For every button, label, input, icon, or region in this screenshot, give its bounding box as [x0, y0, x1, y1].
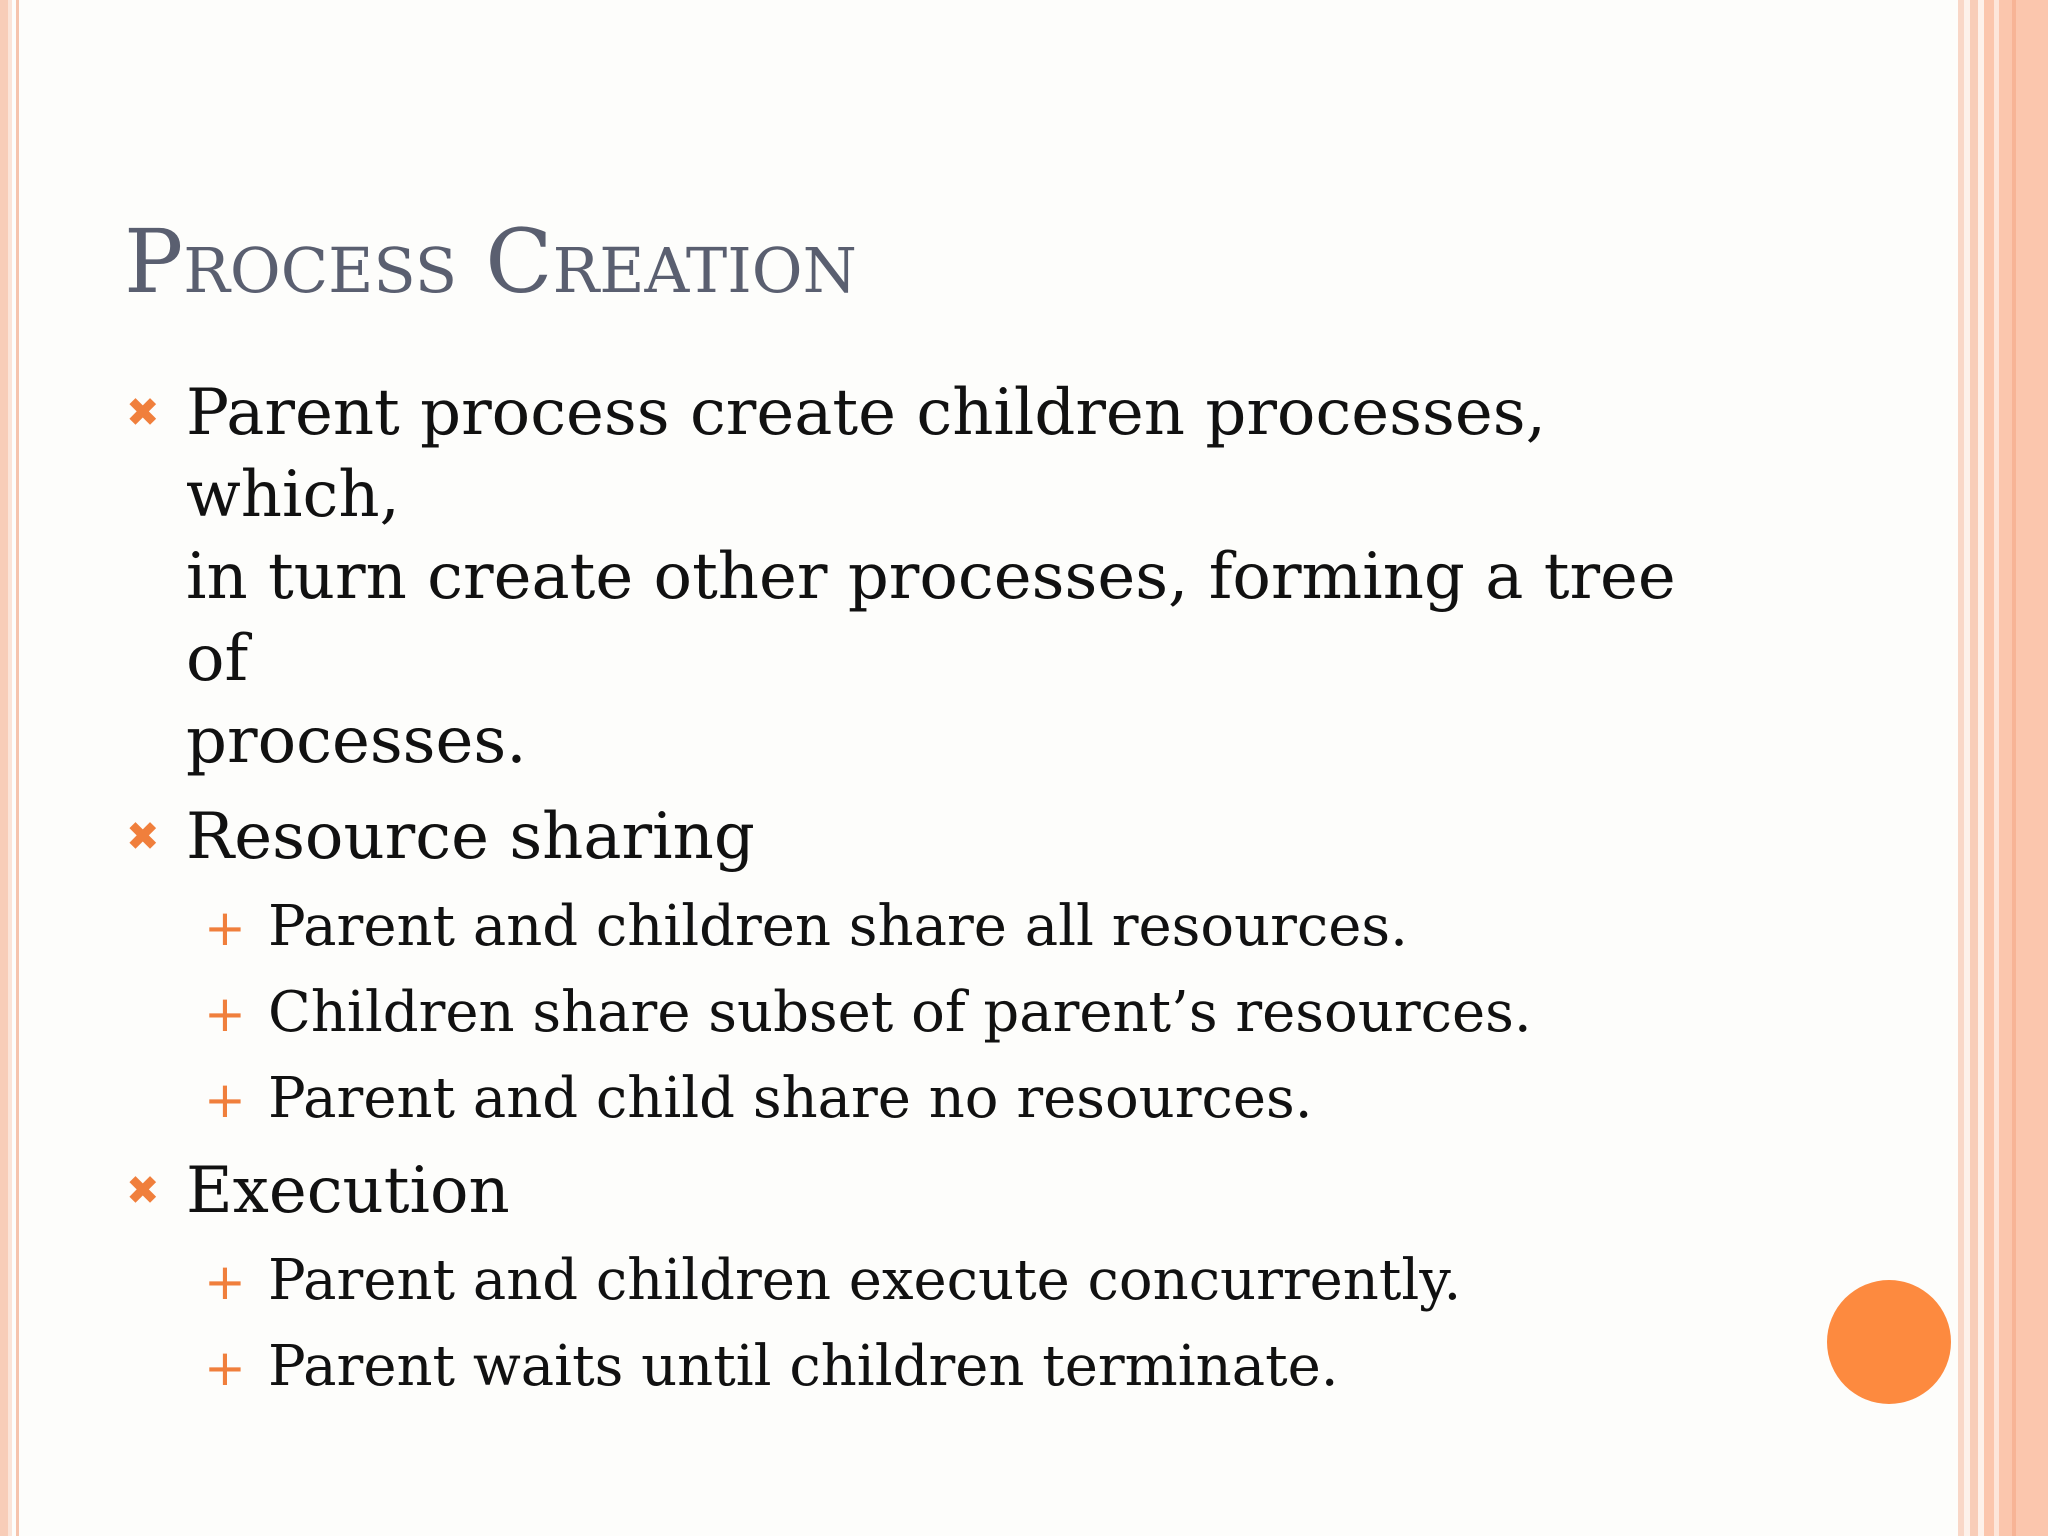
sub-bullet-text: Children share subset of parent’s resources. [268, 980, 1532, 1045]
left-border-line [16, 0, 19, 1536]
right-border-band [1970, 0, 1978, 1536]
sub-bullet-item [124, 1332, 1744, 1402]
bullet-line: in turn create other processes, forming a tree of [186, 540, 1676, 696]
sub-bullet-item [124, 892, 1744, 962]
bullet-line: processes. [186, 704, 527, 778]
plus-bullet-icon: + [204, 899, 246, 957]
plus-bullet-icon: + [204, 1071, 246, 1129]
sub-bullet-text: Parent waits until children terminate. [268, 1334, 1339, 1399]
left-border-stripe-light [8, 0, 12, 1536]
plus-bullet-icon: + [204, 985, 246, 1043]
right-border-band [2012, 0, 2016, 1536]
sub-bullet-item [124, 1064, 1744, 1134]
left-border-stripe [0, 0, 8, 1536]
bullet-text: Execution [186, 1154, 510, 1228]
right-border-band [1994, 0, 1999, 1536]
cross-bullet-icon: ✖ [126, 390, 160, 436]
decorative-circle [1827, 1280, 1951, 1404]
bullet-item [124, 796, 1744, 878]
bullet-text: Resource sharing [186, 800, 755, 874]
sub-bullet-text: Parent and children share all resources. [268, 894, 1408, 959]
sub-bullet-item [124, 978, 1744, 1048]
plus-bullet-icon: + [204, 1339, 246, 1397]
plus-bullet-icon: + [204, 1253, 246, 1311]
cross-bullet-icon: ✖ [126, 814, 160, 860]
bullet-item [124, 1150, 1744, 1232]
bullet-item [124, 372, 1744, 782]
slide-title: Process Creation [124, 210, 857, 313]
sub-bullet-text: Parent and child share no resources. [268, 1066, 1313, 1131]
slide-body [124, 372, 1744, 1402]
bullet-line: Parent process create children processes, which, [186, 376, 1546, 532]
cross-bullet-icon: ✖ [126, 1168, 160, 1214]
sub-bullet-text: Parent and children execute concurrently. [268, 1248, 1462, 1313]
sub-bullet-item [124, 1246, 1744, 1316]
